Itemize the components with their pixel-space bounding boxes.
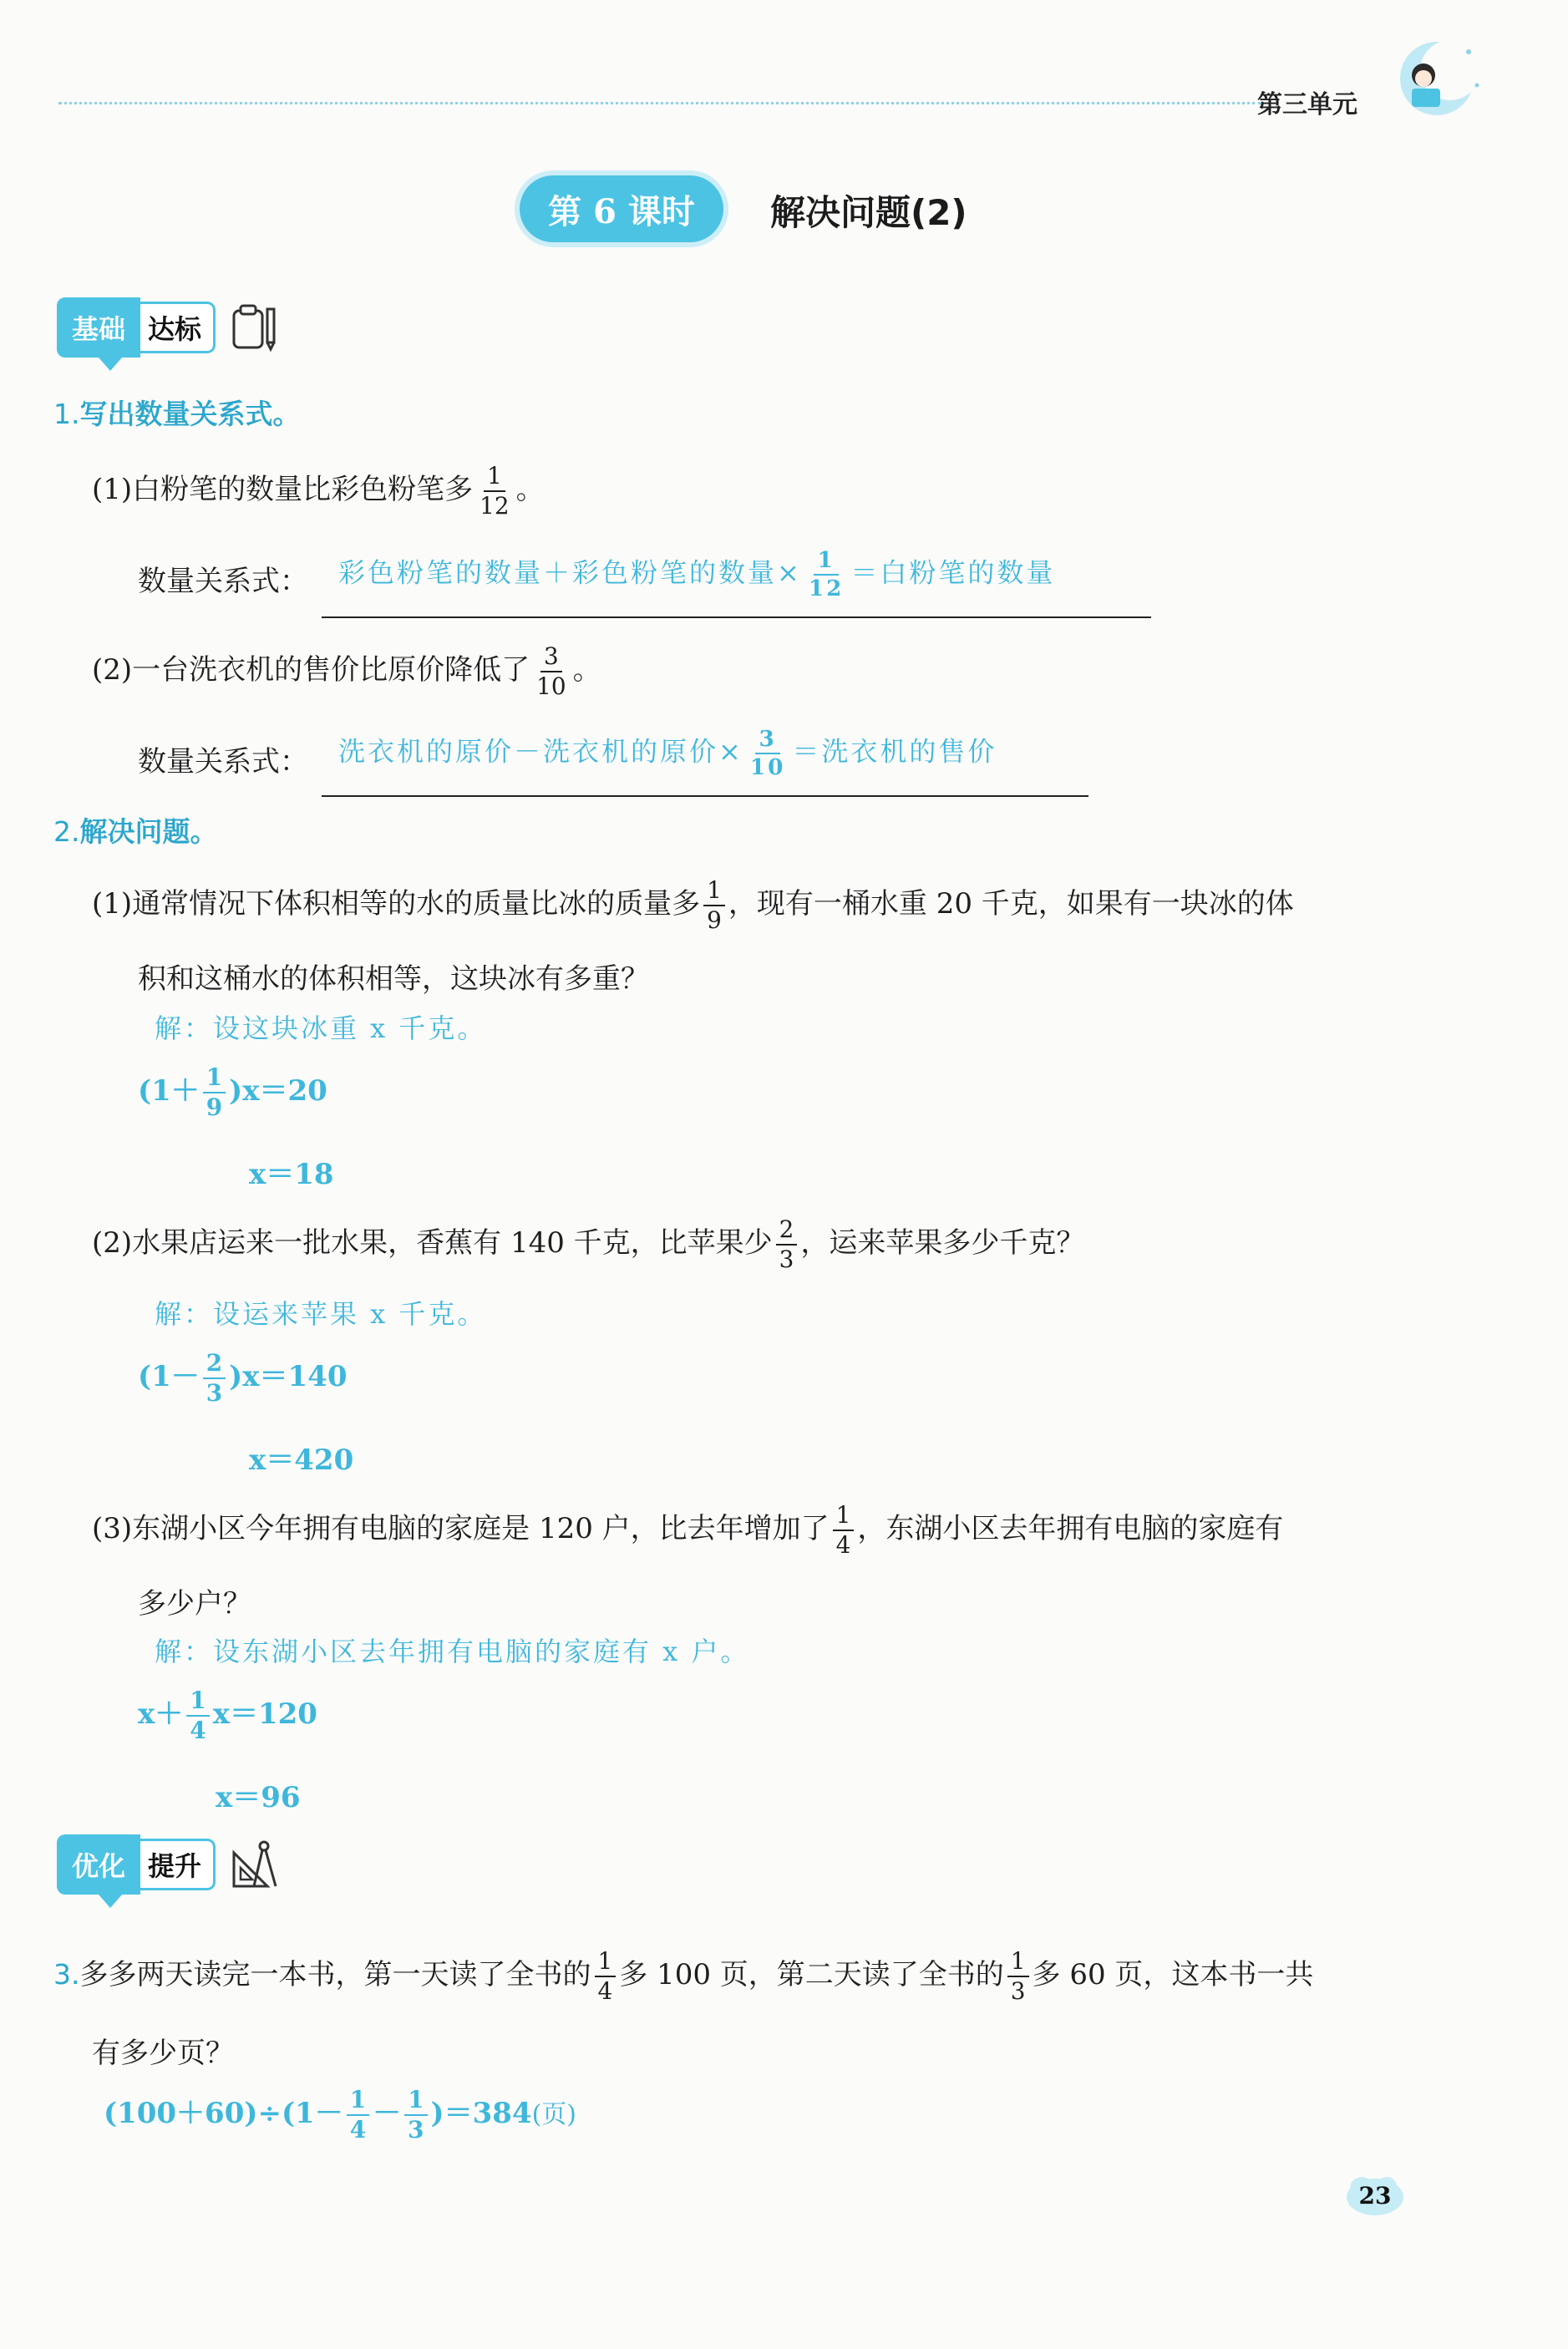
answer-fraction [805,547,848,602]
q1-p2-label: (2)一台洗衣机的售价比原价降低了 [92,652,530,687]
fraction-numerator: 2 [203,1352,226,1379]
answer-underline [322,795,1088,797]
equation-part: (1－ [138,1359,200,1393]
q2-p2-result: x＝420 [249,1443,354,1477]
q2-p1-fraction [703,876,725,934]
q2-p2-fraction [776,1215,798,1273]
q2-title: 解决问题。 [79,815,218,848]
fraction-numerator: 1 [1007,1950,1029,1977]
answer-fraction [404,2088,427,2142]
q2-p1-solution: 解：设这块冰重 x 千克。 [155,1012,487,1044]
fraction-numerator: 1 [186,1689,209,1717]
q3-answer [104,2088,576,2142]
clipboard-pencil-icon [229,301,282,354]
fraction-numerator: 2 [776,1218,798,1246]
q2-p3-line1 [92,1501,1284,1559]
fraction-numerator: 1 [703,879,725,906]
q2-p2-line1 [92,1215,1085,1273]
mascot-moon-icon [1387,27,1487,127]
fraction-denominator: 10 [749,754,786,781]
q2-p3-result: x＝96 [216,1781,301,1814]
text-part: 多 100 页，第二天读了全书的 [619,1957,1004,1991]
equation-part: (100＋60)÷(1－ [104,2096,343,2130]
lesson-badge: 第 6 课时 [520,175,723,242]
fraction-numerator: 1 [347,2088,369,2116]
fraction-denominator: 4 [349,2115,367,2144]
q3-number: 3. [53,1957,80,1991]
q1-p2-fraction [533,642,569,700]
section-basic-right: 达标 [134,302,216,353]
q1-p2-text [92,642,601,700]
fraction-denominator: 9 [206,1093,223,1121]
q2-number: 2. [53,815,80,848]
section-basic-badge [57,297,282,358]
answer-fraction [747,728,789,779]
fraction-denominator: 12 [808,576,845,602]
q2-p2-equation [138,1349,348,1407]
q3-fraction-1 [595,1947,617,2005]
q2-p1-equation [138,1063,327,1121]
equation-fraction [203,1063,226,1121]
equation-part: － [373,2096,402,2130]
q1-p1-relation-label: 数量关系式： [138,565,308,598]
equation-part: )＝384 [430,2096,532,2130]
answer-part: 彩色粉笔的数量＋彩色粉笔的数量× [338,556,802,589]
q2-heading [53,810,218,850]
page-number: 23 [1358,2182,1392,2209]
q1-p1-label: (1)白粉笔的数量比彩色粉笔多 [92,472,474,506]
text-part: (3)东湖小区今年拥有电脑的家庭是 120 户，比去年增加了 [92,1511,830,1545]
fraction-numerator: 3 [755,728,779,754]
text-part: ，东湖小区去年拥有电脑的家庭有 [857,1511,1284,1545]
lesson-title: 解决问题(2) [770,192,967,233]
equation-part: (1＋ [138,1073,200,1108]
header-divider [58,102,1261,104]
equation-fraction [203,1349,226,1407]
fraction-numerator: 1 [203,1066,226,1093]
answer-underline [322,616,1151,618]
q1-title: 写出数量关系式。 [79,398,301,430]
unit-label: 第三单元 [1257,90,1357,119]
fraction-denominator: 3 [779,1245,794,1273]
q1-p2-answer [338,728,997,779]
fraction-denominator: 4 [190,1716,206,1744]
equation-part: x＋ [138,1697,184,1731]
fraction-denominator: 3 [1010,1976,1026,2005]
fraction-denominator: 4 [597,1976,613,2005]
equation-part: )x＝20 [229,1073,327,1108]
fraction-numerator: 1 [814,550,838,576]
fraction-denominator: 4 [835,1530,851,1559]
q2-p3-solution: 解：设东湖小区去年拥有电脑的家庭有 x 户。 [155,1636,750,1667]
text-part: 多 60 页，这本书一共 [1032,1957,1314,1991]
q3-line1 [53,1947,1314,2005]
fraction-numerator: 1 [484,464,505,492]
fraction-denominator: 10 [536,672,566,700]
fraction-denominator: 9 [707,906,722,934]
answer-part: 洗衣机的原价－洗衣机的原价× [338,735,743,768]
q1-p1-fraction [476,464,512,518]
section-advanced-badge [57,1834,282,1895]
equation-fraction [186,1689,209,1743]
q1-p2-end: 。 [572,652,601,687]
fraction-numerator: 1 [833,1504,855,1531]
fraction-numerator: 3 [540,645,562,672]
section-advanced-left: 优化 [57,1834,140,1895]
fraction-numerator: 1 [595,1950,617,1977]
text-part: (1)通常情况下体积相等的水的质量比冰的质量多 [92,886,701,921]
fraction-denominator: 12 [480,491,510,520]
answer-fraction [347,2088,369,2142]
q1-p1-text [92,464,545,518]
q3-line2: 有多少页？ [92,2037,234,2070]
text-part: ，运来苹果多少千克？ [800,1225,1085,1260]
text-part: (2)水果店运来一批水果，香蕉有 140 千克，比苹果少 [92,1225,773,1260]
fraction-denominator: 3 [408,2115,424,2144]
q1-p1-end: 。 [515,472,545,506]
text-part: ，现有一桶水重 20 千克，如果有一块冰的体 [728,886,1294,921]
q1-number: 1. [53,398,80,430]
section-advanced-right: 提升 [134,1839,216,1890]
answer-unit: (页) [531,2099,576,2129]
q2-p2-solution: 解：设运来苹果 x 千克。 [155,1298,487,1330]
q1-heading [53,393,301,432]
equation-part: )x＝140 [229,1359,348,1393]
q1-p1-answer [338,547,1056,602]
ruler-compass-icon [229,1838,282,1891]
fraction-denominator: 3 [206,1378,223,1407]
q3-fraction-2 [1007,1947,1029,2005]
q2-p1-line2: 积和这桶水的体积相等，这块冰有多重？ [138,962,649,996]
answer-part: ＝白粉笔的数量 [850,556,1056,589]
q2-p3-fraction [833,1501,855,1559]
fraction-numerator: 1 [404,2088,427,2116]
text-part: 多多两天读完一本书，第一天读了全书的 [79,1957,591,1991]
equation-part: x＝120 [212,1697,317,1731]
q2-p1-line1 [92,876,1294,934]
q1-p2-relation-label: 数量关系式： [138,745,308,779]
q2-p1-result: x＝18 [249,1158,334,1191]
q2-p3-equation [138,1689,317,1743]
q2-p3-line2: 多少户？ [138,1587,251,1621]
answer-part: ＝洗衣机的售价 [792,735,997,768]
section-basic-left: 基础 [57,297,140,358]
